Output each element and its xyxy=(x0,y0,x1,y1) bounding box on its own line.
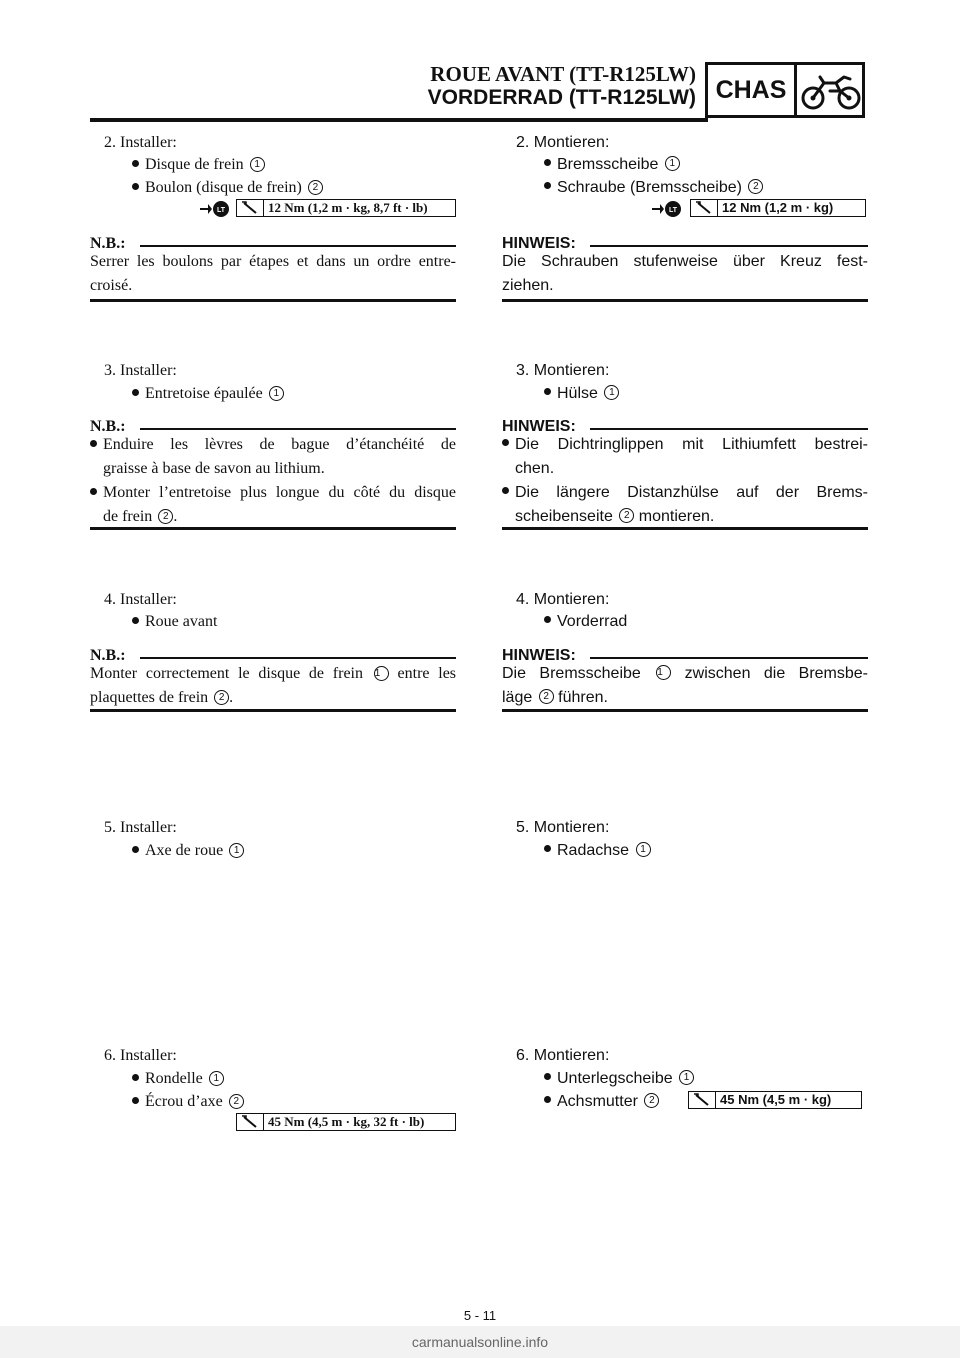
de-step-2-item-1: Bremsscheibe 1 xyxy=(544,154,680,176)
fr-step-5: 5. Installer: xyxy=(104,819,177,836)
page-number: 5 - 11 xyxy=(463,1308,497,1323)
de-note-1-text-2: ziehen. xyxy=(502,277,554,294)
section-label: CHAS xyxy=(708,65,797,115)
fr-step-2: 2. Installer: xyxy=(104,134,177,151)
locktite-icon xyxy=(650,197,684,221)
de-step-4: 4. Montieren: xyxy=(516,591,610,608)
de-step-6-item-1: Unterlegscheibe 1 xyxy=(544,1068,694,1090)
de-note-2-bullet-2-cont: scheibenseite 2 montieren. xyxy=(515,508,715,525)
de-note-1-text-1: Die Schrauben stufenweise über Kreuz fest- xyxy=(502,253,868,270)
de-note-3-line xyxy=(590,657,868,659)
fr-note-2-bullet-2: Monter l’entretoise plus longue du côté du disque xyxy=(90,481,456,505)
fr-step-6-item-1: Rondelle 1 xyxy=(132,1068,224,1090)
fr-note-2-bullet-1-cont: graisse à base de savon au lithium. xyxy=(103,460,325,477)
title-fr: ROUE AVANT (TT-R125LW) xyxy=(430,62,696,86)
section-badge xyxy=(705,62,865,118)
fr-note-1-text-1: Serrer les boulons par étapes et dans un ordre entre- xyxy=(90,253,456,270)
svg-text:LT: LT xyxy=(216,207,226,214)
de-note-2-line xyxy=(590,428,868,430)
de-step-2: 2. Montieren: xyxy=(516,134,610,151)
fr-note-2-bullet-1: Enduire les lèvres de bague d’étanchéité de xyxy=(90,433,456,457)
de-note-1-heading: HINWEIS: xyxy=(502,235,576,252)
de-step-6: 6. Montieren: xyxy=(516,1047,610,1064)
de-torque-spec-2: 45 Nm (4,5 m · kg) xyxy=(688,1091,862,1109)
header-rule xyxy=(90,118,708,122)
fr-step-2-item-1: Disque de frein 1 xyxy=(132,154,265,176)
de-step-3: 3. Montieren: xyxy=(516,362,610,379)
fr-step-6: 6. Installer: xyxy=(104,1047,177,1064)
torque-wrench-icon xyxy=(237,1114,263,1130)
title-de: VORDERRAD (TT-R125LW) xyxy=(427,86,696,109)
de-step-2-item-2: Schraube (Bremsscheibe) 2 xyxy=(544,177,763,199)
fr-note-3-heading: N.B.: xyxy=(90,647,126,664)
de-note-1-line xyxy=(590,245,868,247)
watermark[interactable]: carmanualsonline.info xyxy=(0,1326,960,1358)
de-note-3-text-2: läge 2 führen. xyxy=(502,689,608,706)
locktite-icon xyxy=(198,197,232,221)
fr-note-3-text-2: plaquettes de frein 2 . xyxy=(90,689,234,706)
fr-torque-spec-2: 45 Nm (4,5 m · kg, 32 ft · lb) xyxy=(236,1113,456,1131)
fr-note-2-rule xyxy=(90,527,456,530)
fr-note-1-line xyxy=(140,245,456,247)
motorcycle-icon xyxy=(800,69,862,113)
fr-note-2-bullet-2-cont: de frein 2 . xyxy=(103,508,178,525)
fr-note-1-rule xyxy=(90,299,456,302)
fr-note-3-rule xyxy=(90,709,456,712)
de-note-2-bullet-1: Die Dichtringlippen mit Lithiumfett bestrei- xyxy=(502,433,868,457)
fr-torque-spec-1: 12 Nm (1,2 m · kg, 8,7 ft · lb) xyxy=(236,199,456,217)
fr-note-3-text-1: Monter correctement le disque de frein 1 entre les xyxy=(90,665,457,682)
fr-note-1-text-2: croisé. xyxy=(90,277,133,294)
fr-step-3: 3. Installer: xyxy=(104,362,177,379)
de-note-1-rule xyxy=(502,299,868,302)
fr-step-3-item-1: Entretoise épaulée 1 xyxy=(132,383,284,405)
de-step-5: 5. Montieren: xyxy=(516,819,610,836)
de-note-2-heading: HINWEIS: xyxy=(502,418,576,435)
de-note-2-bullet-2: Die längere Distanzhülse auf der Brems- xyxy=(502,481,868,505)
de-note-3-rule xyxy=(502,709,868,712)
fr-note-2-heading: N.B.: xyxy=(90,418,126,435)
fr-step-2-item-2: Boulon (disque de frein) 2 xyxy=(132,177,323,199)
de-note-2-rule xyxy=(502,527,868,530)
de-note-2-bullet-1-cont: chen. xyxy=(515,460,555,477)
de-step-3-item-1: Hülse 1 xyxy=(544,383,619,405)
torque-wrench-icon xyxy=(237,200,263,216)
fr-step-4-item-1: Roue avant xyxy=(132,611,217,633)
fr-step-6-item-2: Écrou d’axe 2 xyxy=(132,1091,244,1113)
fr-step-5-item-1: Axe de roue 1 xyxy=(132,840,244,862)
de-step-6-item-2: Achsmutter 2 xyxy=(544,1091,659,1113)
de-step-5-item-1: Radachse 1 xyxy=(544,840,651,862)
fr-note-3-line xyxy=(140,657,456,659)
fr-note-2-line xyxy=(140,428,456,430)
de-note-3-heading: HINWEIS: xyxy=(502,647,576,664)
svg-text:LT: LT xyxy=(668,207,678,214)
fr-step-4: 4. Installer: xyxy=(104,591,177,608)
de-note-3-text-1: Die Bremsscheibe 1 zwischen die Bremsbe- xyxy=(502,665,868,682)
de-step-4-item-1: Vorderrad xyxy=(544,611,627,633)
torque-wrench-icon xyxy=(689,1092,715,1108)
de-torque-spec-1: 12 Nm (1,2 m · kg) xyxy=(690,199,866,217)
torque-wrench-icon xyxy=(691,200,717,216)
fr-note-1-heading: N.B.: xyxy=(90,235,126,252)
